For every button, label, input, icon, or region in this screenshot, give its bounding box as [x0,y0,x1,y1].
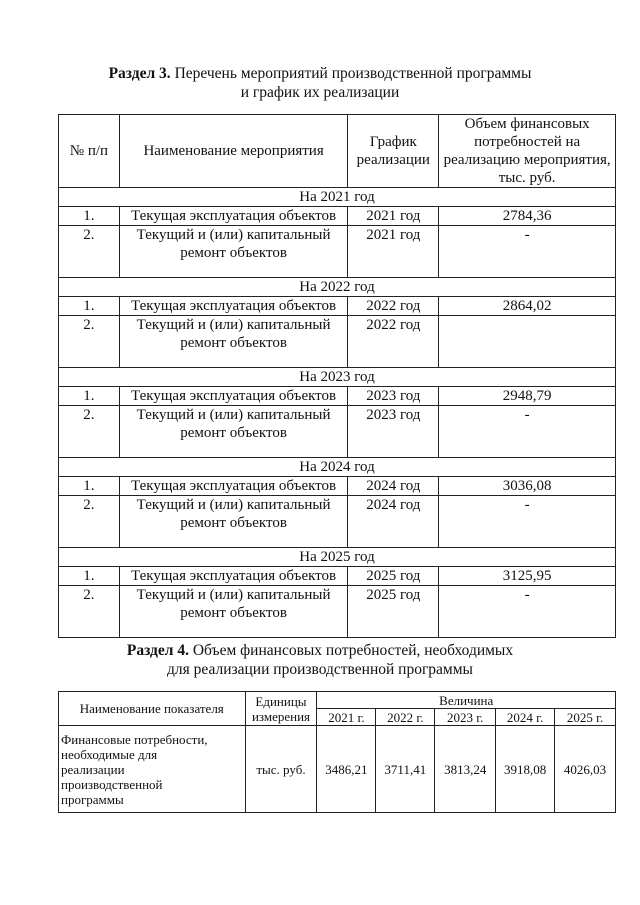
row-num: 2. [59,316,120,368]
year-label: На 2025 год [59,548,616,567]
section4-title-line1: Объем финансовых потребностей, необходимых [188,642,514,659]
row-value [439,316,616,368]
header-year: 2023 г. [435,709,496,726]
year-label: На 2023 год [59,368,616,387]
row-schedule: 2023 год [348,387,439,406]
table-row [59,387,616,406]
row-name: Текущий и (или) капитальный ремонт объектов [119,316,348,368]
row-num: 1. [59,567,120,586]
section3-title [0,64,640,102]
row-num: 2. [59,586,120,638]
header-finance: Объем финансовых потребностей на реализацию мероприятия, тыс. руб. [439,115,616,188]
table-row [59,406,616,458]
section3-title-line2: и график их реализации [240,84,400,101]
row-value: - [439,496,616,548]
row-value: 2784,36 [439,207,616,226]
section4-header-row [59,692,616,709]
table-row [59,586,616,638]
table-row [59,567,616,586]
table-row [59,726,616,813]
year-row [59,368,616,387]
row-schedule: 2023 год [348,406,439,458]
section4-title-line2: для реализации производственной программы [167,661,473,678]
header-year: 2025 г. [555,709,616,726]
row-value: 3036,08 [439,477,616,496]
header-year: 2021 г. [317,709,376,726]
row-schedule: 2025 год [348,586,439,638]
header-num: № п/п [59,115,120,188]
year-row [59,548,616,567]
row-schedule: 2022 год [348,297,439,316]
row-num: 1. [59,207,120,226]
year-label: На 2021 год [59,188,616,207]
row-name: Текущий и (или) капитальный ремонт объектов [119,226,348,278]
table-row [59,316,616,368]
row-schedule: 2021 год [348,226,439,278]
row-num: 1. [59,297,120,316]
table-row [59,207,616,226]
header-year: 2022 г. [376,709,435,726]
row-name: Текущая эксплуатация объектов [119,387,348,406]
row-value: 3918,08 [496,726,555,813]
row-value: 3125,95 [439,567,616,586]
header-units: Единицы измерения [245,692,317,726]
header-year: 2024 г. [496,709,555,726]
section3-title-bold: Раздел 3. [108,65,171,82]
row-name: Текущая эксплуатация объектов [119,297,348,316]
section4-title-bold: Раздел 4. [126,642,189,659]
row-schedule: 2024 год [348,477,439,496]
row-value: - [439,586,616,638]
section3-header-row [59,115,616,188]
row-value: 4026,03 [555,726,616,813]
year-label: На 2022 год [59,278,616,297]
row-name: Текущая эксплуатация объектов [119,477,348,496]
row-num: 1. [59,387,120,406]
header-schedule: График реализации [348,115,439,188]
table-row [59,477,616,496]
table-row [59,496,616,548]
section4-table [58,691,616,813]
row-schedule: 2022 год [348,316,439,368]
header-indicator: Наименование показателя [59,692,246,726]
row-value: 2864,02 [439,297,616,316]
table-row [59,226,616,278]
row-num: 2. [59,226,120,278]
year-row [59,188,616,207]
year-label: На 2024 год [59,458,616,477]
row-indicator-name: Финансовые потребности, необходимые для реализации производственной программы [59,726,246,813]
header-name: Наименование мероприятия [119,115,348,188]
row-name: Текущий и (или) капитальный ремонт объектов [119,496,348,548]
row-name: Текущая эксплуатация объектов [119,567,348,586]
row-name: Текущий и (или) капитальный ремонт объектов [119,586,348,638]
year-row [59,458,616,477]
row-value: 3486,21 [317,726,376,813]
row-name: Текущий и (или) капитальный ремонт объектов [119,406,348,458]
row-num: 2. [59,496,120,548]
row-num: 1. [59,477,120,496]
header-value: Величина [317,692,616,709]
row-name: Текущая эксплуатация объектов [119,207,348,226]
row-value: 2948,79 [439,387,616,406]
year-row [59,278,616,297]
section4-title [0,641,640,679]
section3-title-line1: Перечень мероприятий производственной программы [170,65,532,82]
row-value: - [439,226,616,278]
row-schedule: 2025 год [348,567,439,586]
row-schedule: 2024 год [348,496,439,548]
row-units: тыс. руб. [245,726,317,813]
table-row [59,297,616,316]
row-schedule: 2021 год [348,207,439,226]
row-value: 3711,41 [376,726,435,813]
row-value: - [439,406,616,458]
section3-table [58,114,616,638]
row-num: 2. [59,406,120,458]
row-value: 3813,24 [435,726,496,813]
